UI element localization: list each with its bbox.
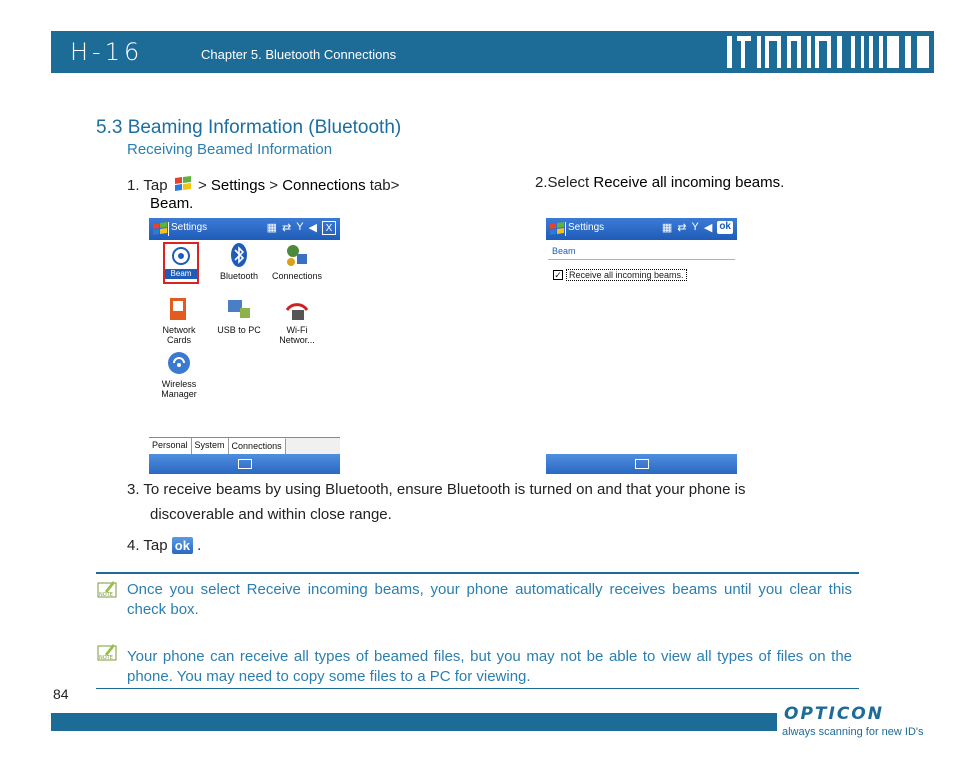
usb-to-pc-setting[interactable]	[209, 296, 269, 335]
svg-text:NOTE: NOTE	[99, 655, 113, 661]
windows-start-icon	[172, 174, 194, 194]
step-2-suffix: .	[780, 174, 785, 191]
step-4-prefix: 4. Tap	[127, 537, 168, 554]
receive-beams-label[interactable]: Receive all incoming beams.	[566, 269, 687, 281]
tab-connections[interactable]: Connections	[229, 438, 286, 454]
connections-setting[interactable]	[267, 242, 327, 281]
keyboard-status-icon-2: ▦	[661, 222, 673, 234]
step-1-gt2: >	[269, 177, 279, 194]
beam-setting[interactable]	[163, 242, 199, 284]
volume-icon-2: ◀	[703, 222, 713, 234]
start-flag-icon-2[interactable]	[549, 221, 565, 237]
tab-system[interactable]: System	[192, 438, 229, 454]
network-cards-label: Network Cards	[162, 325, 196, 345]
note-rule-bottom	[96, 688, 859, 689]
beam-label: Beam	[165, 269, 197, 279]
beam-icon	[169, 246, 193, 266]
sync-icon-2: ⇄	[677, 222, 687, 234]
screen2-status-icons	[662, 221, 733, 234]
keyboard-icon-2[interactable]	[635, 459, 649, 469]
step-1-gt1: >	[197, 177, 207, 194]
screen2-titlebar	[546, 218, 737, 240]
step-1-prefix: 1. Tap	[127, 177, 168, 194]
step-4	[127, 537, 201, 554]
step-1	[127, 174, 399, 194]
ok-button-image: ok	[172, 537, 193, 554]
wireless-manager-label: Wireless Manager	[161, 379, 197, 399]
opticon-logo: OPTICON	[784, 704, 884, 724]
wifi-label: Wi-Fi Networ...	[279, 325, 315, 345]
receive-beams-checkbox[interactable]: ✓	[554, 270, 562, 280]
keyboard-icon[interactable]	[238, 459, 252, 469]
step-3-line2: discoverable and within close range.	[150, 506, 392, 523]
page-number: 84	[53, 686, 69, 702]
note-rule-top	[96, 572, 859, 574]
model-name: H-16	[70, 38, 144, 66]
start-flag-icon[interactable]	[152, 221, 168, 237]
ok-button[interactable]: ok	[719, 221, 731, 232]
screen1-softkey-bar	[149, 454, 340, 474]
note-1: Once you select Receive incoming beams, your phone automatically receives beams until you clear this check box.	[127, 581, 852, 618]
step-1-connections: Connections	[282, 177, 366, 194]
no-signal-icon: Y	[296, 221, 304, 233]
wifi-icon	[284, 296, 310, 322]
bluetooth-label: Bluetooth	[219, 271, 259, 281]
usb-icon	[226, 296, 252, 322]
network-cards-setting[interactable]	[149, 296, 209, 345]
volume-icon: ◀	[308, 222, 317, 234]
settings-tabs	[149, 437, 340, 454]
svg-text:NOTE: NOTE	[99, 592, 113, 598]
note-2: Your phone can receive all types of beamed files, but you may not be able to view all types of files on the phone. You may need to copy some files to a PC for viewing.	[127, 648, 852, 685]
step-2	[535, 174, 784, 191]
screen1-titlebar	[149, 218, 340, 240]
connections-label: Connections	[271, 271, 323, 281]
step-2-option: Receive all incoming beams	[593, 174, 781, 191]
tagline: always scanning for new ID's	[782, 726, 924, 738]
step-3-line1: 3. To receive beams by using Bluetooth, ensure Bluetooth is turned on and that your phone is	[127, 481, 746, 498]
step-4-suffix: .	[197, 537, 202, 554]
titlebar-separator-2	[565, 222, 566, 236]
connections-icon	[284, 242, 310, 268]
tab-personal[interactable]: Personal	[149, 438, 192, 454]
screen2-softkey-bar	[546, 454, 737, 474]
wireless-manager-icon	[166, 350, 192, 376]
signal-icon: Y	[691, 221, 699, 233]
step-1-beam-text: Beam.	[150, 195, 194, 212]
beam-page-label: Beam	[552, 246, 576, 256]
wireless-manager-setting[interactable]	[149, 350, 209, 399]
bluetooth-setting[interactable]	[209, 242, 269, 281]
keyboard-status-icon: ▦	[266, 222, 277, 234]
note-icon	[97, 579, 117, 599]
beam-divider	[548, 259, 735, 260]
screen1-title: Settings	[171, 222, 208, 233]
beam-settings-screen	[546, 218, 737, 474]
usb-label: USB to PC	[217, 325, 261, 335]
sync-icon: ⇄	[281, 222, 292, 234]
step-1-tab: tab>	[369, 177, 400, 194]
section-subtitle: Receiving Beamed Information	[127, 141, 333, 158]
note-icon-2	[97, 642, 117, 662]
screen1-status-icons	[267, 221, 336, 235]
step-2-prefix: 2.Select	[535, 174, 590, 191]
step-1-settings: Settings	[210, 177, 266, 194]
bluetooth-icon	[226, 242, 252, 268]
wifi-setting[interactable]	[267, 296, 327, 345]
chapter-title: Chapter 5. Bluetooth Connections	[201, 47, 397, 62]
screen2-title: Settings	[568, 222, 605, 233]
barcode-graphic	[727, 36, 933, 68]
step-1-beam	[150, 195, 193, 212]
footer-bar	[51, 713, 777, 731]
network-cards-icon	[166, 296, 192, 322]
section-title: 5.3 Beaming Information (Bluetooth)	[96, 117, 402, 138]
settings-connections-screen	[149, 218, 340, 474]
close-icon[interactable]: X	[322, 221, 336, 235]
titlebar-separator	[168, 222, 169, 236]
